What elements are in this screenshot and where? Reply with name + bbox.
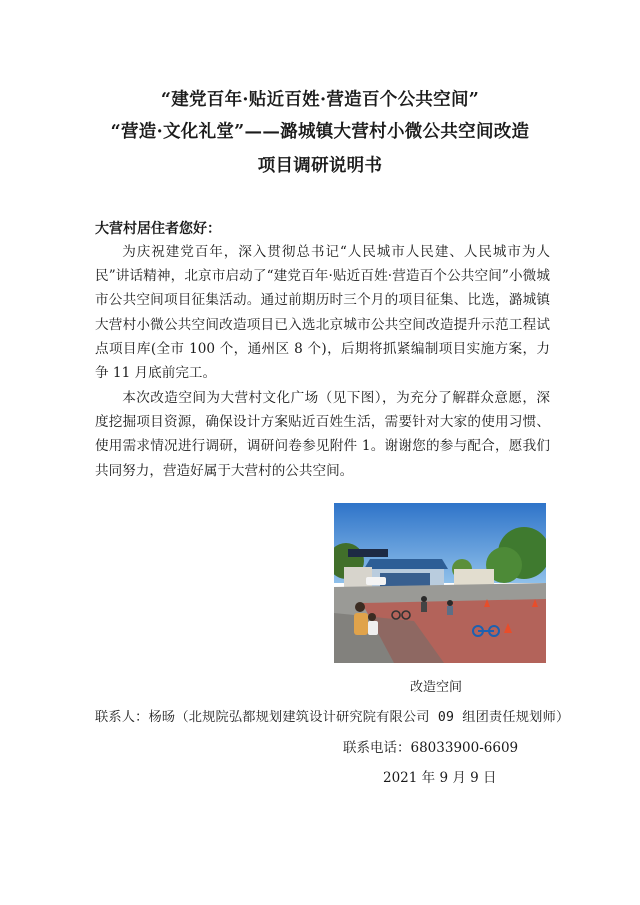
plaza-photo-drawing bbox=[334, 503, 546, 663]
title-line-3: 项目调研说明书 bbox=[257, 156, 383, 176]
title-line-2: “营造·文化礼堂”——潞城镇大营村小微公共空间改造 bbox=[110, 122, 530, 142]
salutation: 大营村居住者您好： bbox=[95, 221, 221, 237]
contact-phone: 联系电话：68033900-6609 bbox=[343, 740, 519, 756]
paragraph-1: 为庆祝建党百年，深入贯彻总书记“人民城市人民建、人民城市为人民”讲话精神，北京市启动了“建党百年·贴近百姓·营造百个公共空间”小微城市公共空间项目征集活动。通过前期历时三个月的项目征集、比选，潞城镇大营村小微公共空间改造项目已入选北京城市公共空间改造提升示范工程试点项目库(全市 100 个，通州区 8 个)，后期将抓紧编制项目实施方案，力争 11 月底前完工。 bbox=[95, 244, 550, 382]
contact-person: 联系人：杨旸（北规院弘都规划建筑设计研究院有限公司 09 组团责任规划师） bbox=[95, 710, 570, 725]
title-line-1: “建党百年·贴近百姓·营造百个公共空间” bbox=[160, 90, 480, 110]
document-date: 2021 年 9 月 9 日 bbox=[383, 770, 497, 786]
plaza-photo bbox=[334, 503, 546, 663]
photo-caption: 改造空间 bbox=[410, 680, 463, 695]
paragraph-2: 本次改造空间为大营村文化广场（见下图），为充分了解群众意愿，深度挖掘项目资源，确保设计方案贴近百姓生活，需要针对大家的使用习惯、使用需求情况进行调研，调研问卷参见附件 1。谢谢您的参与配合，愿我们共同努力，营造好属于大营村的公共空间。 bbox=[95, 390, 550, 479]
